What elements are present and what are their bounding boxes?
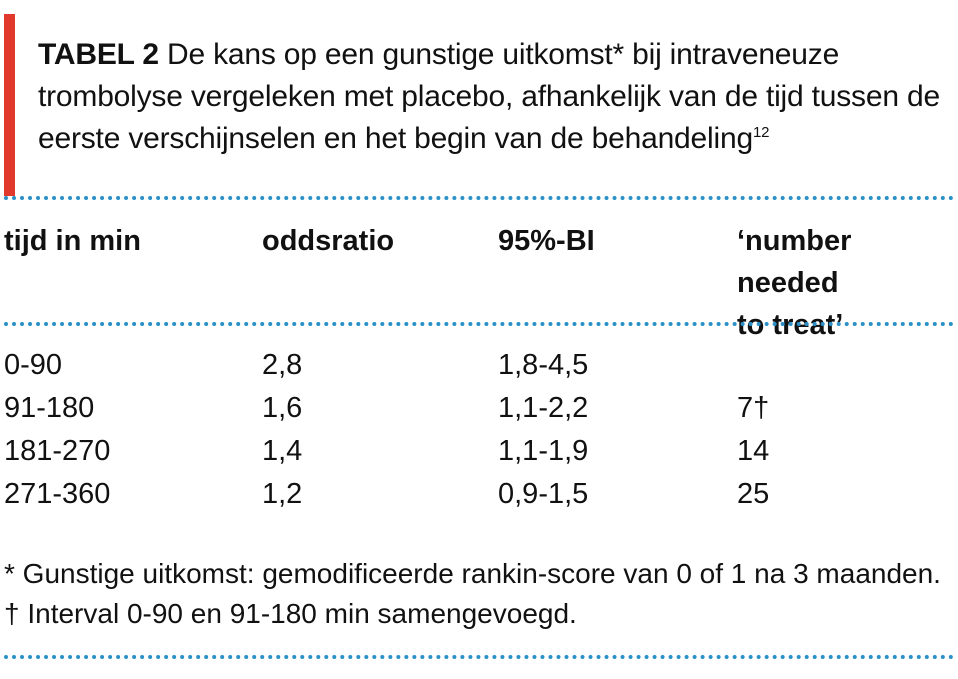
cell-time: 91-180 — [4, 392, 95, 424]
divider-bottom — [4, 655, 954, 659]
cell-oddsratio: 2,8 — [262, 349, 303, 381]
header-time: tijd in min — [4, 225, 141, 257]
cell-time: 181-270 — [4, 435, 111, 467]
cell-time: 271-360 — [4, 478, 111, 510]
cell-oddsratio: 1,2 — [262, 478, 303, 510]
header-number-needed-to-treat: ‘number needed to treat’ — [737, 225, 852, 341]
table-number: TABEL 2 — [38, 38, 159, 71]
cell-oddsratio: 1,4 — [262, 435, 303, 467]
header-confidence-interval: 95%-BI — [498, 225, 595, 257]
divider-top — [4, 196, 954, 200]
cell-number-needed-to-treat: 14 — [737, 435, 770, 467]
cell-confidence-interval: 1,1-2,2 — [498, 392, 589, 424]
header-oddsratio: oddsratio — [262, 225, 395, 257]
cell-confidence-interval: 1,8-4,5 — [498, 349, 589, 381]
cell-confidence-interval: 0,9-1,5 — [498, 478, 589, 510]
caption-text: De kans op een gunstige uitkomst* bij intraveneuze trombolyse vergeleken met placebo, afhankelijk van de tijd tussen de eerste verschijnselen en het begin van de behandeling — [38, 38, 940, 155]
footnote-favourable-outcome: * Gunstige uitkomst: gemodificeerde rankin-score van 0 of 1 na 3 maanden. — [4, 558, 941, 589]
cell-number-needed-to-treat: 25 — [737, 478, 770, 510]
cell-oddsratio: 1,6 — [262, 392, 303, 424]
accent-bar — [4, 14, 15, 196]
reference-number: 12 — [752, 124, 770, 141]
footnote-interval: † Interval 0-90 en 91-180 min samengevoegd. — [4, 598, 577, 629]
footnotes — [4, 554, 954, 634]
cell-confidence-interval: 1,1-1,9 — [498, 435, 589, 467]
divider-header — [4, 322, 954, 326]
table-caption — [38, 34, 953, 160]
cell-number-needed-to-treat: 7† — [737, 392, 770, 424]
cell-time: 0-90 — [4, 349, 63, 381]
